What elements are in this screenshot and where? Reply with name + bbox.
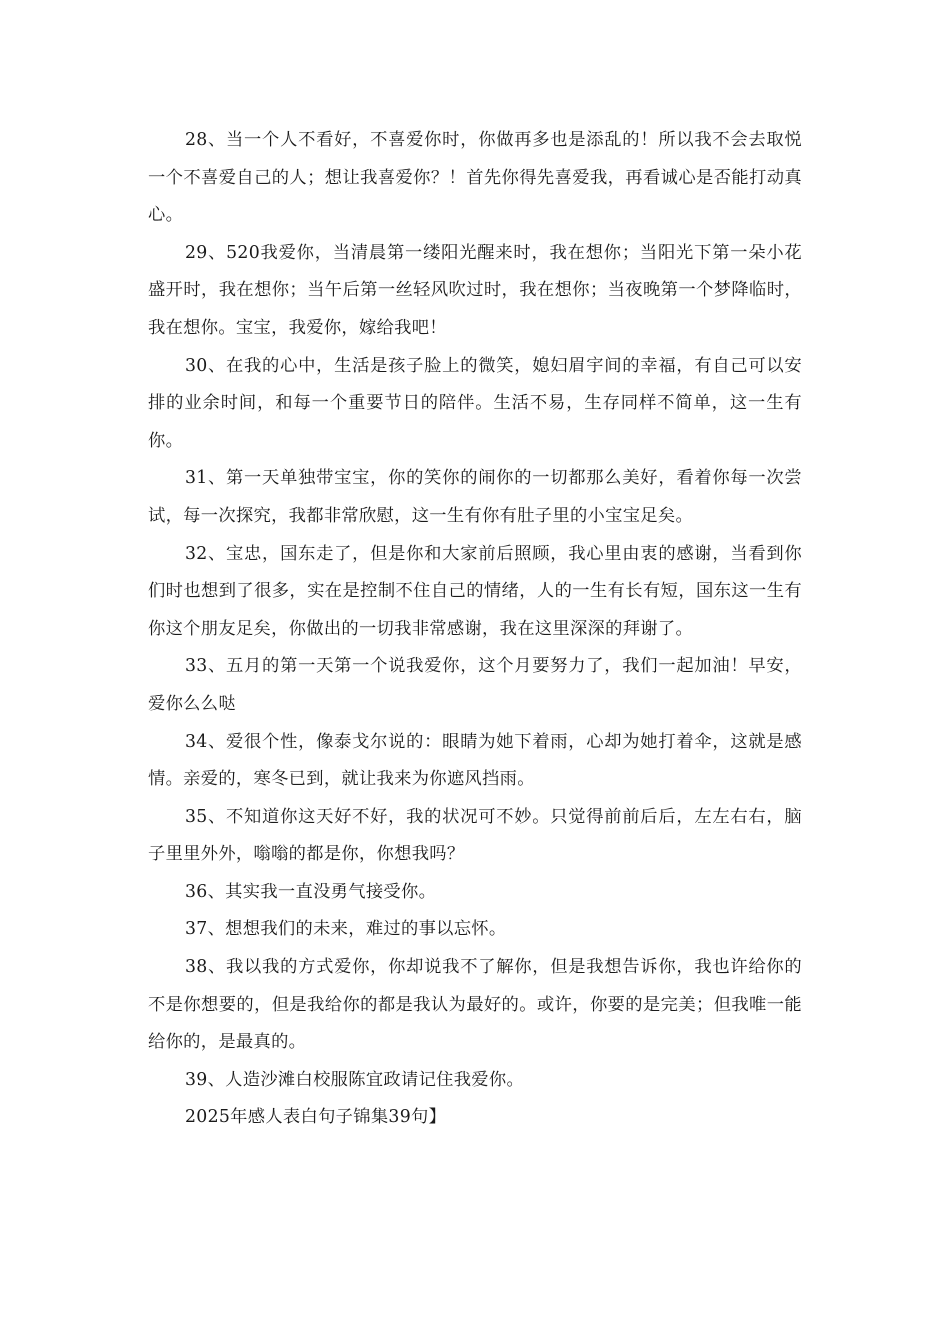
document-body: [148, 122, 802, 1137]
paragraph-34: 34、爱很个性，像泰戈尔说的：眼睛为她下着雨，心却为她打着伞，这就是感情。亲爱的，寒冬已到，就让我来为你遮风挡雨。: [148, 731, 802, 790]
paragraph-32: 32、宝忠，国东走了，但是你和大家前后照顾，我心里由衷的感谢，当看到你们时也想到了很多，实在是控制不住自己的情绪，人的一生有长有短，国东这一生有你这个朋友足矣，你做出的一切我非常感谢，我在这里深深的拜谢了。: [148, 543, 802, 639]
paragraph-31: 31、第一天单独带宝宝，你的笑你的闹你的一切都那么美好，看着你每一次尝试，每一次探究，我都非常欣慰，这一生有你有肚子里的小宝宝足矣。: [148, 468, 802, 526]
paragraph-39: 39、人造沙滩白校服陈宜政请记住我爱你。: [185, 1069, 525, 1090]
paragraph-35: 35、不知道你这天好不好，我的状况可不妙。只觉得前前后后，左左右右，脑子里里外外，嗡嗡的都是你，你想我吗？: [148, 806, 802, 865]
paragraph-29: 29、520我爱你，当清晨第一缕阳光醒来时，我在想你；当阳光下第一朵小花盛开时，我在想你；当午后第一丝轻风吹过时，我在想你；当夜晚第一个梦降临时，我在想你。宝宝，我爱你，嫁给我吧！: [148, 242, 802, 338]
paragraph-33: 33、五月的第一天第一个说我爱你，这个月要努力了，我们一起加油！早安，爱你么么哒: [148, 656, 802, 714]
closing-title-line: 2025年感人表白句子锦集39句】: [185, 1107, 447, 1128]
paragraph-37: 37、想想我们的未来，难过的事以忘怀。: [185, 919, 507, 940]
paragraph-30: 30、在我的心中，生活是孩子脸上的微笑，媳妇眉宇间的幸福，有自己可以安排的业余时间，和每一个重要节日的陪伴。生活不易，生存同样不简单，这一生有你。: [148, 355, 802, 451]
paragraph-28: 28、当一个人不看好，不喜爱你时，你做再多也是添乱的！所以我不会去取悦一个不喜爱自己的人；想让我喜爱你？！首先你得先喜爱我，再看诚心是否能打动真心。: [148, 130, 802, 226]
paragraph-36: 36、其实我一直没勇气接受你。: [185, 881, 437, 902]
paragraph-38: 38、我以我的方式爱你，你却说我不了解你，但是我想告诉你，我也许给你的不是你想要的，但是我给你的都是我认为最好的。或许，你要的是完美；但我唯一能给你的，是最真的。: [148, 957, 802, 1053]
